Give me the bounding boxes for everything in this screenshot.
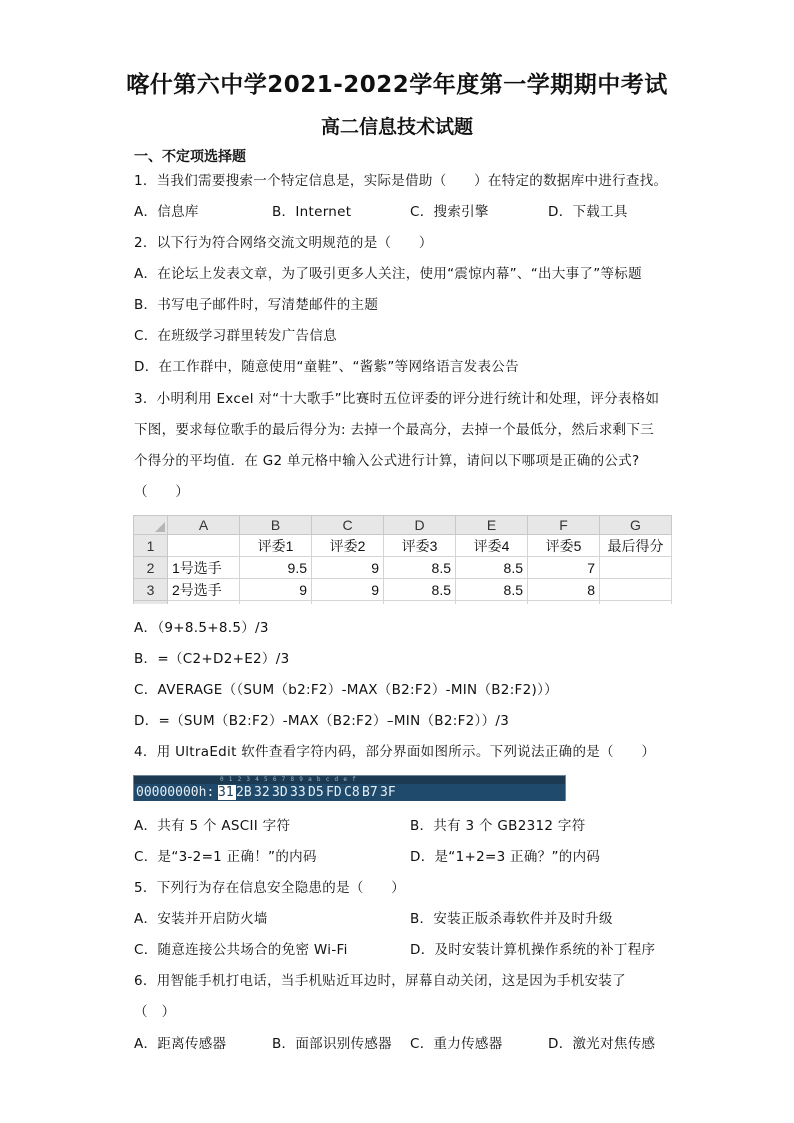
question-3-stem-line-2: 下图，要求每位歌手的最后得分为: 去掉一个最高分，去掉一个最低分，然后求剩下三 [134, 422, 655, 438]
question-4-stem: 4．用 UltraEdit 软件查看字符内码，部分界面如图所示。下列说法正确的是（ ） [134, 744, 656, 760]
cell-f1[interactable]: 评委5 [528, 535, 600, 557]
cell-c3[interactable]: 9 [312, 579, 384, 601]
q5-option-a: A．安装并开启防火墙 [134, 911, 268, 927]
sheet-row-2 [134, 557, 672, 579]
question-1-stem: 1．当我们需要搜索一个特定信息是，实际是借助（ ）在特定的数据库中进行查找。 [134, 173, 668, 189]
cell-a4[interactable] [168, 601, 240, 605]
column-header-g[interactable]: G [600, 516, 672, 535]
q5-option-b: B．安装正版杀毒软件并及时升级 [410, 911, 613, 927]
q1-option-c: C．搜索引擎 [410, 204, 489, 220]
q6-option-a: A．距离传感器 [134, 1036, 227, 1052]
section-heading: 一、不定项选择题 [134, 149, 246, 165]
q3-option-b: B．=（C2+D2+E2）/3 [134, 651, 290, 667]
sheet-row-1 [134, 535, 672, 557]
cell-c4[interactable] [312, 601, 384, 605]
cell-e2[interactable]: 8.5 [456, 557, 528, 579]
cell-c1[interactable]: 评委2 [312, 535, 384, 557]
q4-option-c: C．是“3-2=1 正确！”的内码 [134, 849, 317, 865]
question-2-stem: 2．以下行为符合网络交流文明规范的是（ ） [134, 235, 433, 251]
cell-f3[interactable]: 8 [528, 579, 600, 601]
exam-subtitle: 高二信息技术试题 [320, 116, 473, 138]
q3-option-c: C．AVERAGE（（SUM（b2:F2）-MAX（B2:F2）-MIN（B2:F2)）） [134, 682, 558, 698]
cell-a1[interactable] [168, 535, 240, 557]
cell-b3[interactable]: 9 [240, 579, 312, 601]
q2-option-d: D．在工作群中，随意使用“童鞋”、“酱紫”等网络语言发表公告 [134, 359, 519, 375]
row-header-2[interactable]: 2 [134, 557, 168, 579]
column-header-b[interactable]: B [240, 516, 312, 535]
q2-option-b: B．书写电子邮件时，写清楚邮件的主题 [134, 297, 379, 313]
hex-byte[interactable]: 33 [290, 785, 306, 800]
row-header-3[interactable]: 3 [134, 579, 168, 601]
q3-option-d: D．=（SUM（B2:F2）-MAX（B2:F2）–MIN（B2:F2））/3 [134, 713, 510, 729]
hex-byte[interactable]: 3D [272, 785, 288, 800]
cell-e3[interactable]: 8.5 [456, 579, 528, 601]
cell-d3[interactable]: 8.5 [384, 579, 456, 601]
q1-option-b: B．Internet [272, 204, 352, 220]
q2-option-c: C．在班级学习群里转发广告信息 [134, 328, 337, 344]
cell-g1[interactable]: 最后得分 [600, 535, 672, 557]
column-header-c[interactable]: C [312, 516, 384, 535]
q6-option-b: B．面部识别传感器 [272, 1036, 392, 1052]
column-header-d[interactable]: D [384, 516, 456, 535]
hex-byte[interactable]: FD [326, 785, 342, 800]
question-3-stem-line-1: 3．小明利用 Excel 对“十大歌手”比赛时五位评委的评分进行统计和处理，评分表格如 [134, 391, 660, 407]
q5-option-c: C．随意连接公共场合的免密 Wi-Fi [134, 942, 348, 958]
cell-b2[interactable]: 9.5 [240, 557, 312, 579]
q2-option-a: A．在论坛上发表文章，为了吸引更多人关注，使用“震惊内幕”、“出大事了”等标题 [134, 266, 642, 282]
cell-a2[interactable]: 1号选手 [168, 557, 240, 579]
cell-d1[interactable]: 评委3 [384, 535, 456, 557]
sheet-row-4 [134, 601, 672, 605]
hex-byte[interactable]: 2B [236, 785, 252, 800]
hex-ruler: 0123456789abcdef [220, 776, 361, 783]
hex-byte-selected[interactable]: 31 [218, 785, 236, 800]
hex-viewer-figure [133, 775, 566, 801]
row-header-4 [134, 601, 168, 605]
select-all-corner[interactable] [134, 516, 168, 535]
row-header-1[interactable]: 1 [134, 535, 168, 557]
question-6-stem: 6．用智能手机打电话，当手机贴近耳边时，屏幕自动关闭，这是因为手机安装了 [134, 973, 626, 989]
q4-option-d: D．是“1+2=3 正确？”的内码 [410, 849, 601, 865]
hex-bytes [218, 785, 398, 800]
question-5-stem: 5．下列行为存在信息安全隐患的是（ ） [134, 880, 406, 896]
cell-a3[interactable]: 2号选手 [168, 579, 240, 601]
column-header-a[interactable]: A [168, 516, 240, 535]
q4-option-a: A．共有 5 个 ASCII 字符 [134, 818, 291, 834]
cell-c2[interactable]: 9 [312, 557, 384, 579]
q1-option-d: D．下载工具 [548, 204, 628, 220]
cell-b4[interactable] [240, 601, 312, 605]
cell-d4[interactable] [384, 601, 456, 605]
hex-byte[interactable]: B7 [362, 785, 378, 800]
q6-option-c: C．重力传感器 [410, 1036, 503, 1052]
cell-f4[interactable] [528, 601, 600, 605]
hex-byte[interactable]: C8 [344, 785, 360, 800]
column-header-f[interactable]: F [528, 516, 600, 535]
column-header-e[interactable]: E [456, 516, 528, 535]
q1-option-a: A．信息库 [134, 204, 199, 220]
cell-d2[interactable]: 8.5 [384, 557, 456, 579]
cell-f2[interactable]: 7 [528, 557, 600, 579]
cell-g4[interactable] [600, 601, 672, 605]
question-3-stem-line-3: 个得分的平均值．在 G2 单元格中输入公式进行计算，请问以下哪项是正确的公式? [134, 453, 640, 469]
spreadsheet-figure [133, 515, 682, 604]
q4-option-b: B．共有 3 个 GB2312 字符 [410, 818, 586, 834]
hex-byte[interactable]: 3F [380, 785, 396, 800]
sheet-row-3 [134, 579, 672, 601]
hex-byte[interactable]: 32 [254, 785, 270, 800]
question-3-stem-line-4: （ ） [134, 484, 190, 500]
cell-e4[interactable] [456, 601, 528, 605]
hex-address: 00000000h: [136, 785, 215, 800]
hex-byte[interactable]: D5 [308, 785, 324, 800]
cell-e1[interactable]: 评委4 [456, 535, 528, 557]
q6-option-d: D．激光对焦传感 [548, 1036, 656, 1052]
cell-b1[interactable]: 评委1 [240, 535, 312, 557]
column-header-row [134, 516, 672, 535]
exam-title: 喀什第六中学2021-2022学年度第一学期期中考试 [126, 72, 668, 98]
q5-option-d: D．及时安装计算机操作系统的补丁程序 [410, 942, 656, 958]
question-6-stem-paren: （ ） [134, 1004, 176, 1020]
cell-g3[interactable] [600, 579, 672, 601]
q3-option-a: A．（9+8.5+8.5）/3 [134, 620, 269, 636]
cell-g2[interactable] [600, 557, 672, 579]
